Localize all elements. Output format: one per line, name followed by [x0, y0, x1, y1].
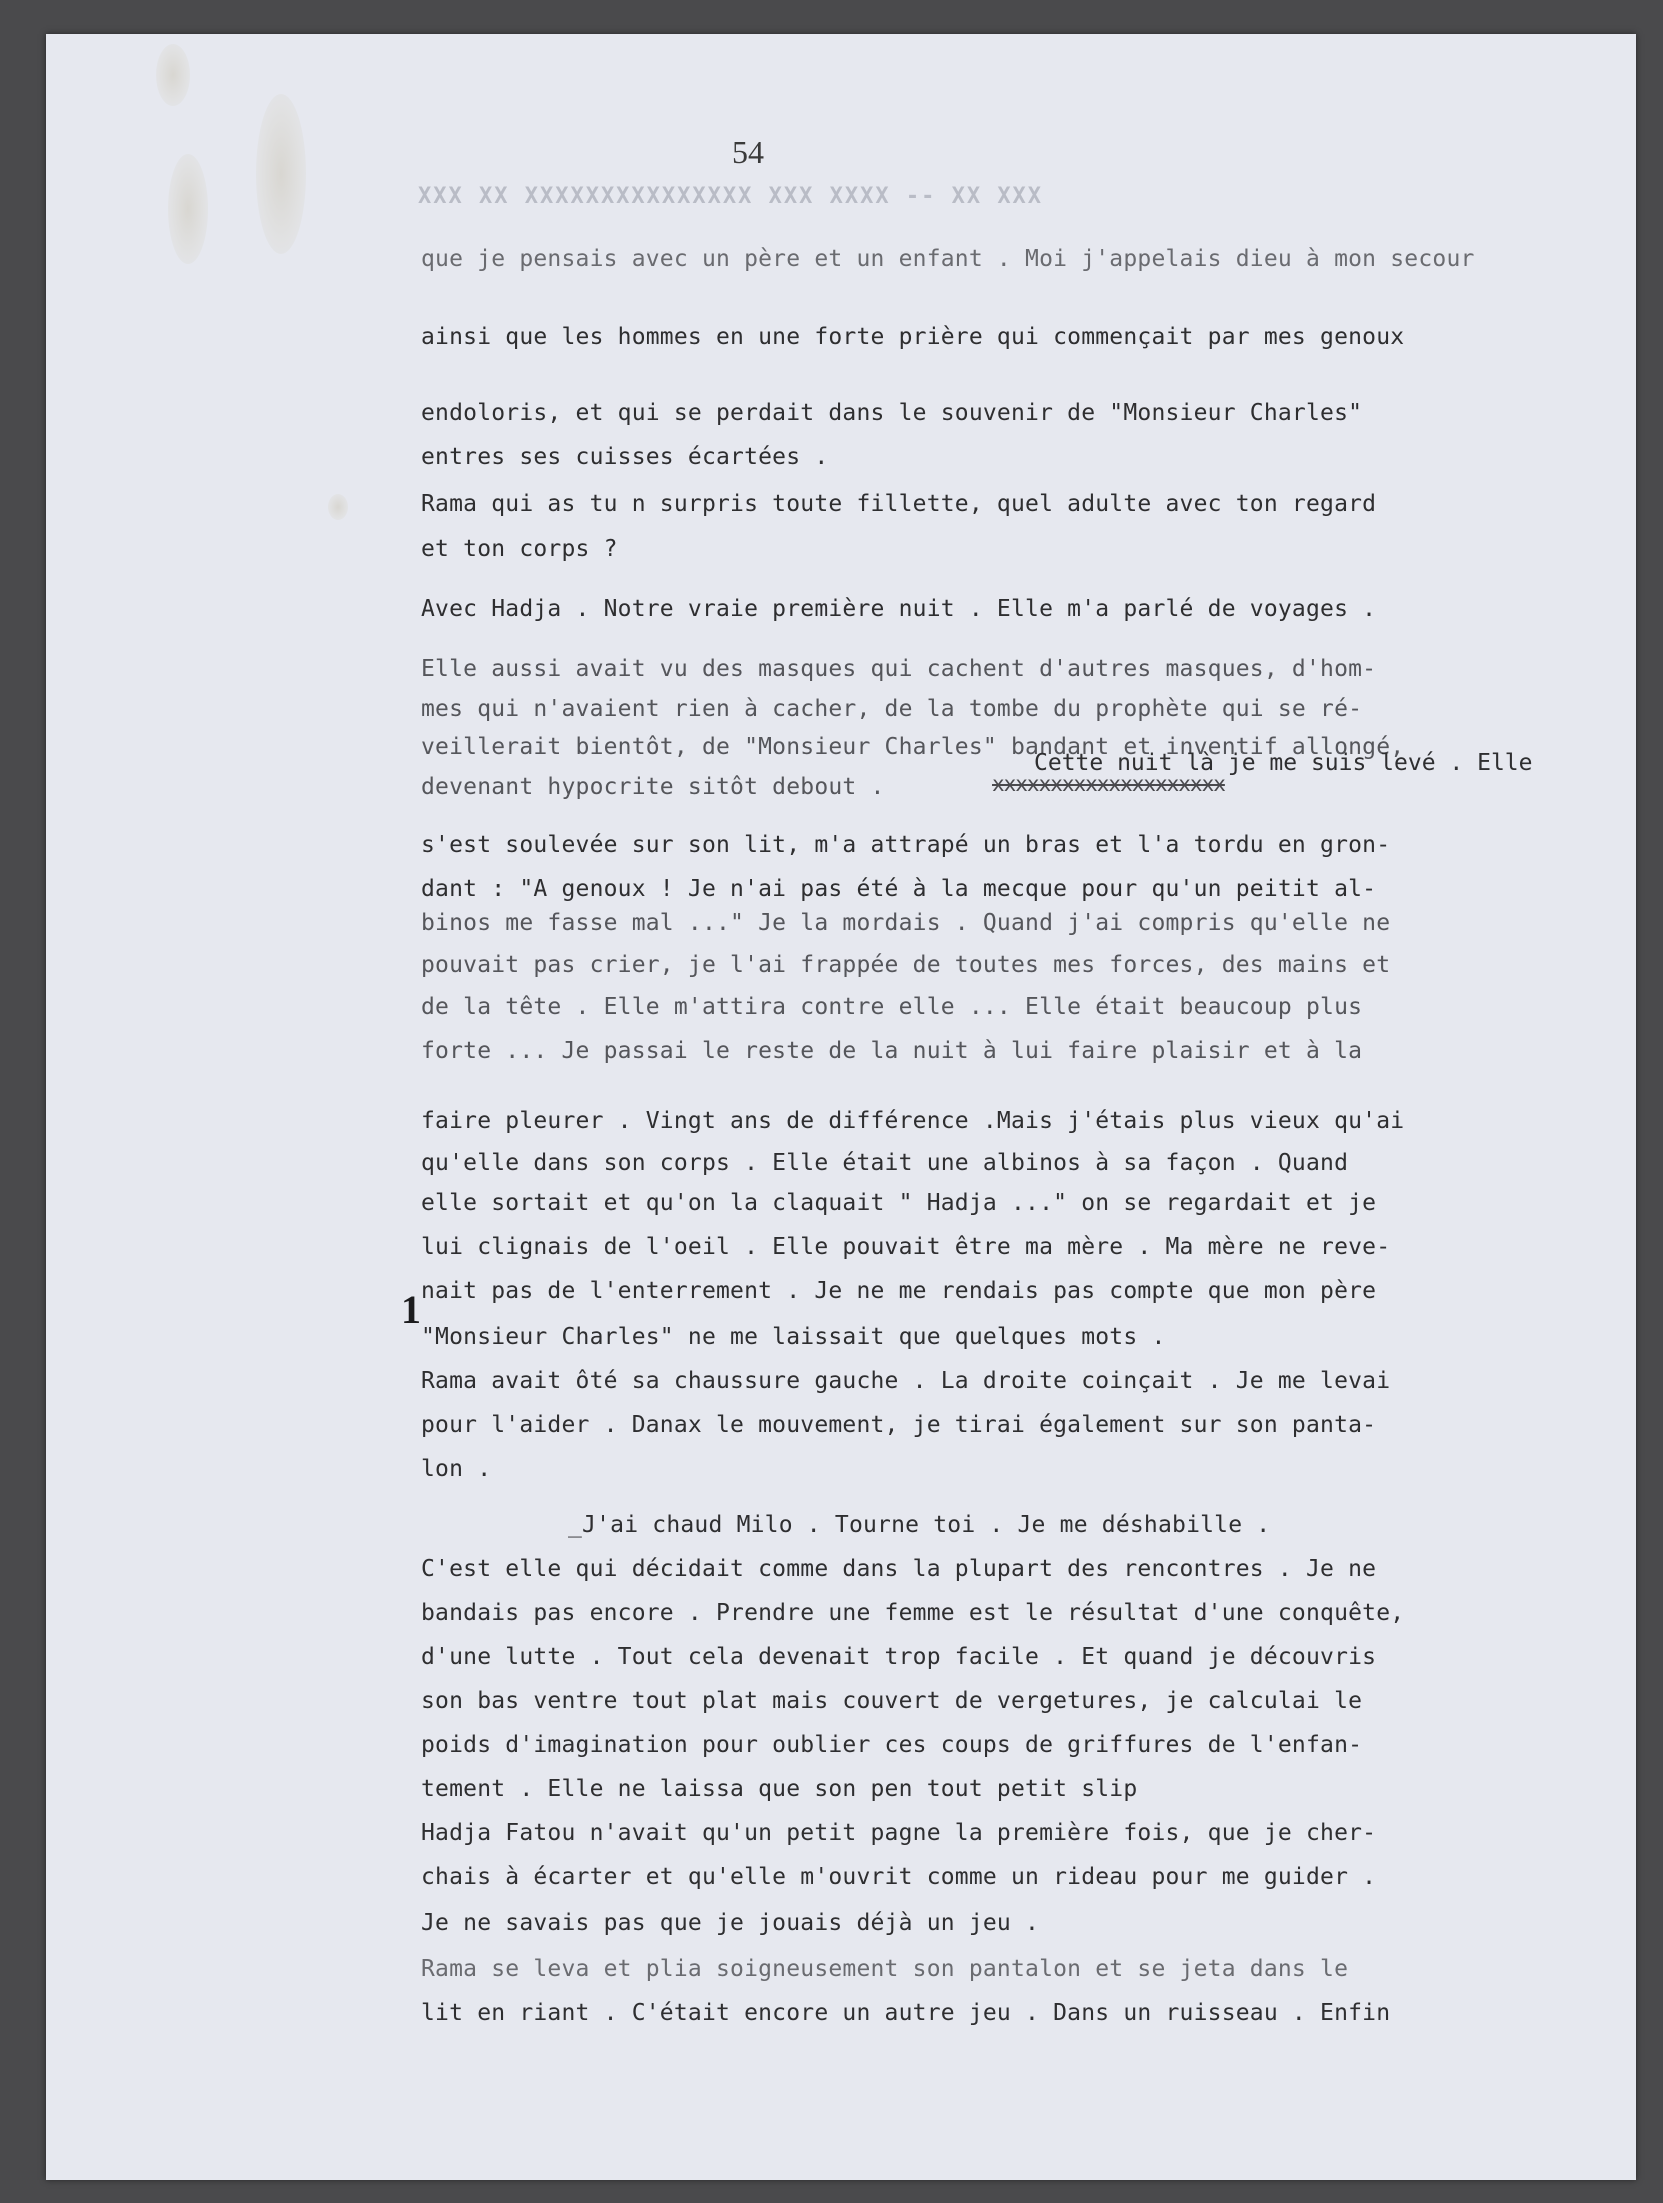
text-line: C'est elle qui décidait comme dans la plupart des rencontres . Je ne [421, 1556, 1377, 1582]
typewritten-page [46, 34, 1636, 2180]
water-stain [328, 494, 348, 520]
text-line: Elle aussi avait vu des masques qui cachent d'autres masques, d'hom- [421, 656, 1377, 682]
text-line: son bas ventre tout plat mais couvert de vergetures, je calculai le [421, 1688, 1363, 1714]
text-line: tement . Elle ne laissa que son pen tout petit slip [421, 1776, 1138, 1802]
text-line: binos me fasse mal ..." Je la mordais . Quand j'ai compris qu'elle ne [421, 910, 1391, 936]
text-line: Hadja Fatou n'avait qu'un petit pagne la première fois, que je cher- [421, 1820, 1377, 1846]
text-line: Rama avait ôté sa chaussure gauche . La droite coinçait . Je me levai [421, 1368, 1391, 1394]
text-line: Rama qui as tu n surpris toute fillette, quel adulte avec ton regard [421, 491, 1377, 517]
text-line: d'une lutte . Tout cela devenait trop facile . Et quand je découvris [421, 1644, 1377, 1670]
text-line: endoloris, et qui se perdait dans le souvenir de "Monsieur Charles" [421, 400, 1363, 426]
text-line: pour l'aider . Danax le mouvement, je tirai également sur son panta- [421, 1412, 1377, 1438]
text-line: "Monsieur Charles" ne me laissait que quelques mots . [421, 1324, 1166, 1350]
text-line: pouvait pas crier, je l'ai frappée de toutes mes forces, des mains et [421, 952, 1391, 978]
text-line: _J'ai chaud Milo . Tourne toi . Je me déshabille . [568, 1512, 1271, 1538]
page-number: 54 [732, 134, 764, 170]
text-line: et ton corps ? [421, 536, 618, 562]
text-line: lon . [421, 1456, 492, 1482]
text-line: forte ... Je passai le reste de la nuit à lui faire plaisir et à la [421, 1038, 1363, 1064]
text-line: que je pensais avec un père et un enfant . Moi j'appelais dieu à mon secour [421, 246, 1475, 272]
text-line: lui clignais de l'oeil . Elle pouvait être ma mère . Ma mère ne reve- [421, 1234, 1391, 1260]
text-line: Je ne savais pas que je jouais déjà un jeu . [421, 1910, 1040, 1936]
inserted-typed-text: Cette nuit là je me suis levé . Elle [1034, 750, 1533, 776]
water-stain [168, 154, 208, 264]
text-line: lit en riant . C'était encore un autre jeu . Dans un ruisseau . Enfin [421, 2000, 1391, 2026]
text-line: mes qui n'avaient rien à cacher, de la tombe du prophète qui se ré- [421, 696, 1363, 722]
text-line: entres ses cuisses écartées . [421, 444, 829, 470]
text-line: bandais pas encore . Prendre une femme est le résultat d'une conquête, [421, 1600, 1405, 1626]
text-line: Avec Hadja . Notre vraie première nuit . Elle m'a parlé de voyages . [421, 596, 1377, 622]
text-line: devenant hypocrite sitôt debout . [421, 774, 885, 800]
text-line: qu'elle dans son corps . Elle était une albinos à sa façon . Quand [421, 1150, 1349, 1176]
water-stain [156, 44, 190, 106]
struck-out-text: xxxxxxxxxxxxxxxxxxxx [992, 772, 1225, 796]
text-line: chais à écarter et qu'elle m'ouvrit comme un rideau pour me guider . [421, 1864, 1377, 1890]
text-line: de la tête . Elle m'attira contre elle ... Elle était beaucoup plus [421, 994, 1363, 1020]
text-line: faire pleurer . Vingt ans de différence .Mais j'étais plus vieux qu'ai [421, 1108, 1405, 1134]
margin-mark: 1 [401, 1287, 421, 1332]
water-stain [256, 94, 306, 254]
text-line: Rama se leva et plia soigneusement son pantalon et se jeta dans le [421, 1956, 1349, 1982]
text-line: elle sortait et qu'on la claquait " Hadja ..." on se regardait et je [421, 1190, 1377, 1216]
struck-header-line: XXX XX XXXXXXXXXXXXXXX XXX XXXX -- XX XXX [418, 184, 1044, 209]
text-line: s'est soulevée sur son lit, m'a attrapé un bras et l'a tordu en gron- [421, 832, 1391, 858]
text-line: ainsi que les hommes en une forte prière qui commençait par mes genoux [421, 324, 1405, 350]
text-line: veillerait bientôt, de "Monsieur Charles" bandant et inventif allongé, [421, 734, 1405, 760]
text-line: nait pas de l'enterrement . Je ne me rendais pas compte que mon père [421, 1278, 1377, 1304]
text-line: dant : "A genoux ! Je n'ai pas été à la mecque pour qu'un peitit al- [421, 876, 1377, 902]
text-line: poids d'imagination pour oublier ces coups de griffures de l'enfan- [421, 1732, 1363, 1758]
